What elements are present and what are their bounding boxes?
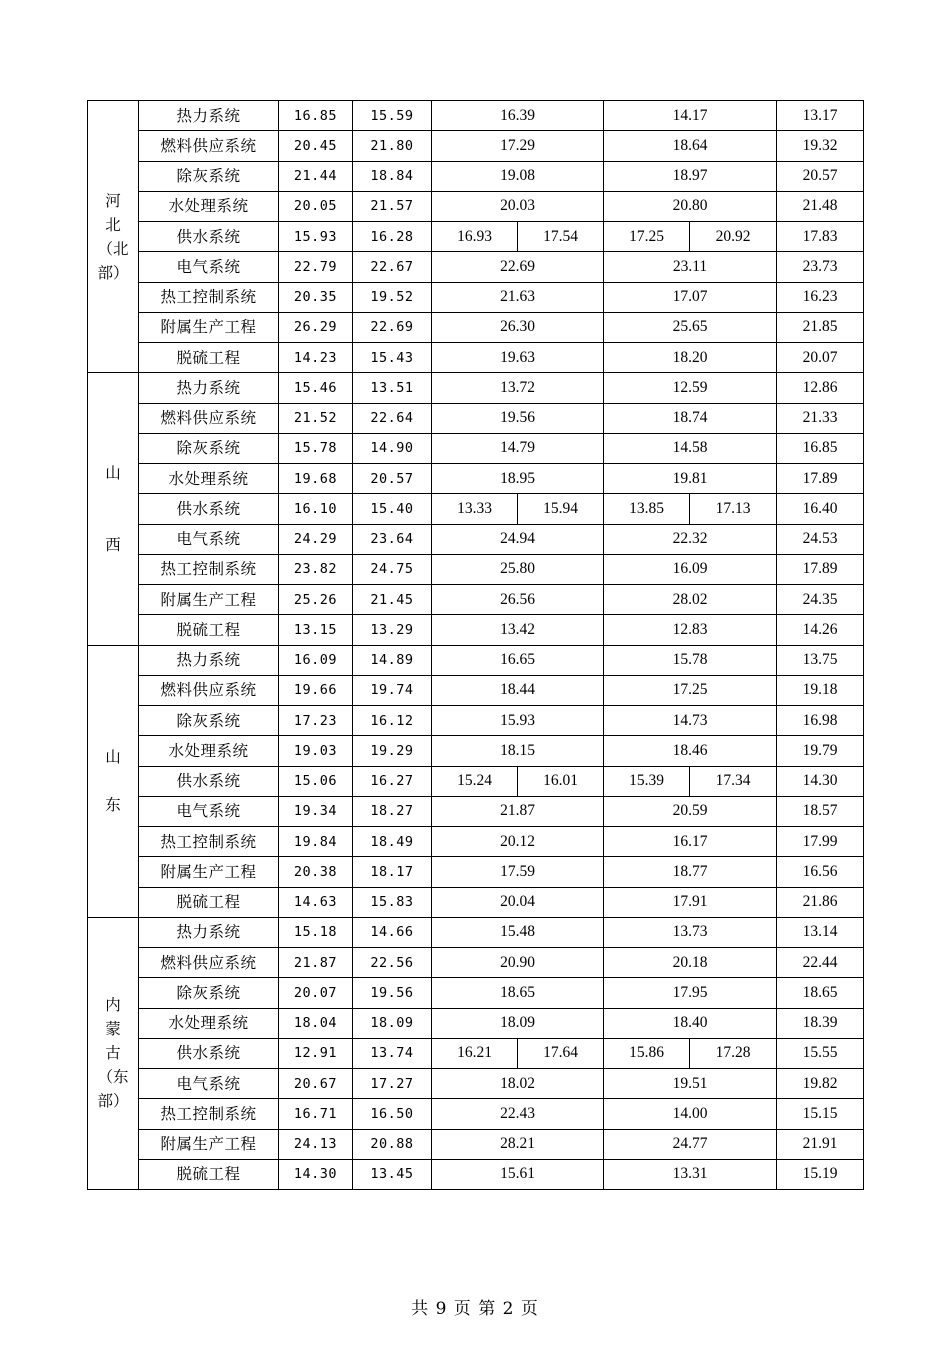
value-cell: 18.09 bbox=[432, 1008, 604, 1038]
value-cell: 18.74 bbox=[604, 403, 777, 433]
value-cell: 18.64 bbox=[604, 131, 777, 161]
table-body bbox=[88, 101, 864, 1190]
value-cell: 15.43 bbox=[353, 343, 432, 373]
value-cell: 26.56 bbox=[432, 585, 604, 615]
value-cell: 18.27 bbox=[353, 796, 432, 826]
value-cell: 19.81 bbox=[604, 464, 777, 494]
value-cell: 15.46 bbox=[279, 373, 353, 403]
value-cell: 18.57 bbox=[777, 796, 864, 826]
value-cell: 16.50 bbox=[353, 1099, 432, 1129]
value-cell: 15.93 bbox=[432, 706, 604, 736]
value-cell: 17.99 bbox=[777, 827, 864, 857]
value-cell: 20.05 bbox=[279, 191, 353, 221]
system-name-cell: 水处理系统 bbox=[139, 1008, 279, 1038]
system-name-cell: 除灰系统 bbox=[139, 433, 279, 463]
table-row bbox=[88, 433, 864, 463]
value-cell: 16.65 bbox=[432, 645, 604, 675]
value-cell: 19.74 bbox=[353, 675, 432, 705]
table-row bbox=[88, 585, 864, 615]
table-row bbox=[88, 403, 864, 433]
system-name-cell: 脱硫工程 bbox=[139, 615, 279, 645]
value-cell: 20.80 bbox=[604, 191, 777, 221]
system-name-cell: 热工控制系统 bbox=[139, 282, 279, 312]
value-cell: 16.09 bbox=[604, 554, 777, 584]
region-cell bbox=[88, 645, 139, 917]
table-row bbox=[88, 645, 864, 675]
value-cell: 20.57 bbox=[777, 161, 864, 191]
value-cell: 24.35 bbox=[777, 585, 864, 615]
value-cell: 20.57 bbox=[353, 464, 432, 494]
system-name-cell: 除灰系统 bbox=[139, 978, 279, 1008]
value-cell: 24.53 bbox=[777, 524, 864, 554]
system-name-cell: 供水系统 bbox=[139, 766, 279, 796]
system-name-cell: 附属生产工程 bbox=[139, 1129, 279, 1159]
split-value-cell: 17.34 bbox=[690, 766, 777, 796]
value-cell: 14.23 bbox=[279, 343, 353, 373]
value-cell: 19.18 bbox=[777, 675, 864, 705]
value-cell: 17.89 bbox=[777, 554, 864, 584]
value-cell: 17.27 bbox=[353, 1069, 432, 1099]
value-cell: 20.12 bbox=[432, 827, 604, 857]
page-footer: 共 9 页 第 2 页 bbox=[411, 1299, 539, 1319]
value-cell: 22.64 bbox=[353, 403, 432, 433]
split-value-cell: 15.24 bbox=[432, 766, 518, 796]
value-cell: 19.68 bbox=[279, 464, 353, 494]
system-name-cell: 热工控制系统 bbox=[139, 827, 279, 857]
system-name-cell: 热工控制系统 bbox=[139, 1099, 279, 1129]
system-name-cell: 电气系统 bbox=[139, 1069, 279, 1099]
value-cell: 21.85 bbox=[777, 312, 864, 342]
value-cell: 16.17 bbox=[604, 827, 777, 857]
value-cell: 16.85 bbox=[279, 101, 353, 131]
value-cell: 19.32 bbox=[777, 131, 864, 161]
table-row bbox=[88, 1008, 864, 1038]
value-cell: 16.27 bbox=[353, 766, 432, 796]
split-value-cell: 16.01 bbox=[518, 766, 604, 796]
value-cell: 20.45 bbox=[279, 131, 353, 161]
table-row bbox=[88, 948, 864, 978]
table-row bbox=[88, 887, 864, 917]
value-cell: 20.03 bbox=[432, 191, 604, 221]
system-name-cell: 燃料供应系统 bbox=[139, 675, 279, 705]
value-cell: 22.32 bbox=[604, 524, 777, 554]
table-row bbox=[88, 524, 864, 554]
value-cell: 19.63 bbox=[432, 343, 604, 373]
value-cell: 20.67 bbox=[279, 1069, 353, 1099]
table-row bbox=[88, 312, 864, 342]
value-cell: 19.03 bbox=[279, 736, 353, 766]
table-row bbox=[88, 1069, 864, 1099]
value-cell: 18.15 bbox=[432, 736, 604, 766]
table-row bbox=[88, 917, 864, 947]
value-cell: 14.30 bbox=[777, 766, 864, 796]
value-cell: 17.83 bbox=[777, 222, 864, 252]
table-row bbox=[88, 494, 864, 524]
value-cell: 18.84 bbox=[353, 161, 432, 191]
value-cell: 19.82 bbox=[777, 1069, 864, 1099]
value-cell: 16.85 bbox=[777, 433, 864, 463]
system-name-cell: 燃料供应系统 bbox=[139, 403, 279, 433]
value-cell: 13.75 bbox=[777, 645, 864, 675]
system-name-cell: 脱硫工程 bbox=[139, 887, 279, 917]
system-name-cell: 除灰系统 bbox=[139, 161, 279, 191]
value-cell: 25.65 bbox=[604, 312, 777, 342]
value-cell: 18.46 bbox=[604, 736, 777, 766]
value-cell: 20.07 bbox=[279, 978, 353, 1008]
value-cell: 21.87 bbox=[279, 948, 353, 978]
region-cell bbox=[88, 373, 139, 645]
split-value-cell: 15.94 bbox=[518, 494, 604, 524]
system-name-cell: 供水系统 bbox=[139, 1038, 279, 1068]
value-cell: 17.91 bbox=[604, 887, 777, 917]
region-label: 山 东 bbox=[105, 748, 121, 815]
system-name-cell: 热力系统 bbox=[139, 373, 279, 403]
value-cell: 13.17 bbox=[777, 101, 864, 131]
value-cell: 24.75 bbox=[353, 554, 432, 584]
value-cell: 13.51 bbox=[353, 373, 432, 403]
value-cell: 19.08 bbox=[432, 161, 604, 191]
value-cell: 28.02 bbox=[604, 585, 777, 615]
value-cell: 26.30 bbox=[432, 312, 604, 342]
value-cell: 24.29 bbox=[279, 524, 353, 554]
system-name-cell: 水处理系统 bbox=[139, 191, 279, 221]
value-cell: 13.31 bbox=[604, 1159, 777, 1189]
table-row bbox=[88, 827, 864, 857]
table-row bbox=[88, 857, 864, 887]
value-cell: 14.26 bbox=[777, 615, 864, 645]
value-cell: 15.48 bbox=[432, 917, 604, 947]
value-cell: 12.59 bbox=[604, 373, 777, 403]
value-cell: 14.90 bbox=[353, 433, 432, 463]
value-cell: 15.83 bbox=[353, 887, 432, 917]
value-cell: 18.44 bbox=[432, 675, 604, 705]
value-cell: 18.77 bbox=[604, 857, 777, 887]
value-cell: 16.23 bbox=[777, 282, 864, 312]
table-row bbox=[88, 978, 864, 1008]
table-row bbox=[88, 282, 864, 312]
table-row bbox=[88, 1159, 864, 1189]
value-cell: 13.14 bbox=[777, 917, 864, 947]
value-cell: 18.20 bbox=[604, 343, 777, 373]
value-cell: 23.73 bbox=[777, 252, 864, 282]
split-value-cell: 17.28 bbox=[690, 1038, 777, 1068]
value-cell: 21.33 bbox=[777, 403, 864, 433]
value-cell: 19.56 bbox=[353, 978, 432, 1008]
value-cell: 17.89 bbox=[777, 464, 864, 494]
value-cell: 19.66 bbox=[279, 675, 353, 705]
value-cell: 14.58 bbox=[604, 433, 777, 463]
value-cell: 15.15 bbox=[777, 1099, 864, 1129]
split-value-cell: 20.92 bbox=[690, 222, 777, 252]
value-cell: 18.17 bbox=[353, 857, 432, 887]
split-value-cell: 17.13 bbox=[690, 494, 777, 524]
system-name-cell: 附属生产工程 bbox=[139, 312, 279, 342]
system-name-cell: 水处理系统 bbox=[139, 736, 279, 766]
value-cell: 23.11 bbox=[604, 252, 777, 282]
value-cell: 24.94 bbox=[432, 524, 604, 554]
value-cell: 15.59 bbox=[353, 101, 432, 131]
value-cell: 15.06 bbox=[279, 766, 353, 796]
value-cell: 20.35 bbox=[279, 282, 353, 312]
split-value-cell: 13.85 bbox=[604, 494, 690, 524]
value-cell: 21.80 bbox=[353, 131, 432, 161]
table-row bbox=[88, 766, 864, 796]
table-row bbox=[88, 464, 864, 494]
value-cell: 16.40 bbox=[777, 494, 864, 524]
split-value-cell: 16.93 bbox=[432, 222, 518, 252]
value-cell: 23.64 bbox=[353, 524, 432, 554]
value-cell: 17.23 bbox=[279, 706, 353, 736]
system-name-cell: 水处理系统 bbox=[139, 464, 279, 494]
value-cell: 14.66 bbox=[353, 917, 432, 947]
value-cell: 13.74 bbox=[353, 1038, 432, 1068]
value-cell: 21.44 bbox=[279, 161, 353, 191]
value-cell: 16.12 bbox=[353, 706, 432, 736]
system-name-cell: 脱硫工程 bbox=[139, 1159, 279, 1189]
value-cell: 15.19 bbox=[777, 1159, 864, 1189]
value-cell: 20.18 bbox=[604, 948, 777, 978]
system-name-cell: 热力系统 bbox=[139, 101, 279, 131]
split-value-cell: 15.86 bbox=[604, 1038, 690, 1068]
value-cell: 20.04 bbox=[432, 887, 604, 917]
table-row bbox=[88, 554, 864, 584]
value-cell: 15.18 bbox=[279, 917, 353, 947]
table-row bbox=[88, 131, 864, 161]
value-cell: 18.04 bbox=[279, 1008, 353, 1038]
value-cell: 15.93 bbox=[279, 222, 353, 252]
value-cell: 25.80 bbox=[432, 554, 604, 584]
split-value-cell: 17.25 bbox=[604, 222, 690, 252]
value-cell: 16.39 bbox=[432, 101, 604, 131]
value-cell: 14.17 bbox=[604, 101, 777, 131]
value-cell: 21.52 bbox=[279, 403, 353, 433]
split-value-cell: 16.21 bbox=[432, 1038, 518, 1068]
value-cell: 19.52 bbox=[353, 282, 432, 312]
system-name-cell: 燃料供应系统 bbox=[139, 948, 279, 978]
table-row bbox=[88, 1099, 864, 1129]
value-cell: 22.69 bbox=[353, 312, 432, 342]
system-name-cell: 附属生产工程 bbox=[139, 585, 279, 615]
region-label: 山 西 bbox=[105, 463, 121, 554]
value-cell: 13.73 bbox=[604, 917, 777, 947]
value-cell: 18.39 bbox=[777, 1008, 864, 1038]
value-cell: 17.25 bbox=[604, 675, 777, 705]
value-cell: 18.97 bbox=[604, 161, 777, 191]
value-cell: 21.63 bbox=[432, 282, 604, 312]
value-cell: 19.79 bbox=[777, 736, 864, 766]
table-row bbox=[88, 736, 864, 766]
value-cell: 18.40 bbox=[604, 1008, 777, 1038]
system-name-cell: 供水系统 bbox=[139, 494, 279, 524]
table-row bbox=[88, 796, 864, 826]
value-cell: 24.77 bbox=[604, 1129, 777, 1159]
value-cell: 21.91 bbox=[777, 1129, 864, 1159]
value-cell: 25.26 bbox=[279, 585, 353, 615]
value-cell: 15.78 bbox=[279, 433, 353, 463]
value-cell: 22.44 bbox=[777, 948, 864, 978]
value-cell: 21.48 bbox=[777, 191, 864, 221]
value-cell: 24.13 bbox=[279, 1129, 353, 1159]
value-cell: 22.67 bbox=[353, 252, 432, 282]
value-cell: 21.86 bbox=[777, 887, 864, 917]
cost-table bbox=[87, 100, 864, 1190]
system-name-cell: 脱硫工程 bbox=[139, 343, 279, 373]
split-value-cell: 13.33 bbox=[432, 494, 518, 524]
value-cell: 12.91 bbox=[279, 1038, 353, 1068]
value-cell: 18.02 bbox=[432, 1069, 604, 1099]
system-name-cell: 燃料供应系统 bbox=[139, 131, 279, 161]
value-cell: 17.59 bbox=[432, 857, 604, 887]
table-row bbox=[88, 373, 864, 403]
value-cell: 16.10 bbox=[279, 494, 353, 524]
value-cell: 23.82 bbox=[279, 554, 353, 584]
system-name-cell: 热力系统 bbox=[139, 917, 279, 947]
value-cell: 21.87 bbox=[432, 796, 604, 826]
value-cell: 14.79 bbox=[432, 433, 604, 463]
system-name-cell: 附属生产工程 bbox=[139, 857, 279, 887]
table-row bbox=[88, 706, 864, 736]
value-cell: 18.09 bbox=[353, 1008, 432, 1038]
table-row bbox=[88, 222, 864, 252]
system-name-cell: 电气系统 bbox=[139, 252, 279, 282]
value-cell: 20.38 bbox=[279, 857, 353, 887]
value-cell: 22.43 bbox=[432, 1099, 604, 1129]
value-cell: 21.57 bbox=[353, 191, 432, 221]
value-cell: 20.90 bbox=[432, 948, 604, 978]
value-cell: 17.29 bbox=[432, 131, 604, 161]
value-cell: 13.42 bbox=[432, 615, 604, 645]
value-cell: 22.69 bbox=[432, 252, 604, 282]
value-cell: 14.89 bbox=[353, 645, 432, 675]
value-cell: 19.56 bbox=[432, 403, 604, 433]
value-cell: 28.21 bbox=[432, 1129, 604, 1159]
value-cell: 13.15 bbox=[279, 615, 353, 645]
value-cell: 15.61 bbox=[432, 1159, 604, 1189]
value-cell: 16.98 bbox=[777, 706, 864, 736]
value-cell: 19.34 bbox=[279, 796, 353, 826]
table-row bbox=[88, 343, 864, 373]
value-cell: 14.73 bbox=[604, 706, 777, 736]
value-cell: 18.95 bbox=[432, 464, 604, 494]
value-cell: 16.28 bbox=[353, 222, 432, 252]
value-cell: 14.00 bbox=[604, 1099, 777, 1129]
table-row bbox=[88, 675, 864, 705]
value-cell: 20.59 bbox=[604, 796, 777, 826]
value-cell: 14.30 bbox=[279, 1159, 353, 1189]
region-label: 河 北 （北 部） bbox=[97, 191, 129, 282]
value-cell: 16.56 bbox=[777, 857, 864, 887]
split-value-cell: 17.54 bbox=[518, 222, 604, 252]
value-cell: 17.95 bbox=[604, 978, 777, 1008]
system-name-cell: 电气系统 bbox=[139, 524, 279, 554]
split-value-cell: 15.39 bbox=[604, 766, 690, 796]
value-cell: 20.88 bbox=[353, 1129, 432, 1159]
table-row bbox=[88, 101, 864, 131]
table-row bbox=[88, 1038, 864, 1068]
table-row bbox=[88, 161, 864, 191]
table-row bbox=[88, 252, 864, 282]
value-cell: 16.71 bbox=[279, 1099, 353, 1129]
system-name-cell: 供水系统 bbox=[139, 222, 279, 252]
value-cell: 13.29 bbox=[353, 615, 432, 645]
table-row bbox=[88, 1129, 864, 1159]
value-cell: 22.56 bbox=[353, 948, 432, 978]
table-row bbox=[88, 191, 864, 221]
value-cell: 20.07 bbox=[777, 343, 864, 373]
system-name-cell: 热力系统 bbox=[139, 645, 279, 675]
value-cell: 19.84 bbox=[279, 827, 353, 857]
value-cell: 19.29 bbox=[353, 736, 432, 766]
system-name-cell: 除灰系统 bbox=[139, 706, 279, 736]
value-cell: 17.07 bbox=[604, 282, 777, 312]
value-cell: 26.29 bbox=[279, 312, 353, 342]
value-cell: 13.72 bbox=[432, 373, 604, 403]
value-cell: 18.65 bbox=[432, 978, 604, 1008]
value-cell: 21.45 bbox=[353, 585, 432, 615]
value-cell: 12.86 bbox=[777, 373, 864, 403]
value-cell: 13.45 bbox=[353, 1159, 432, 1189]
value-cell: 18.65 bbox=[777, 978, 864, 1008]
value-cell: 14.63 bbox=[279, 887, 353, 917]
value-cell: 18.49 bbox=[353, 827, 432, 857]
split-value-cell: 17.64 bbox=[518, 1038, 604, 1068]
value-cell: 15.40 bbox=[353, 494, 432, 524]
system-name-cell: 热工控制系统 bbox=[139, 554, 279, 584]
value-cell: 12.83 bbox=[604, 615, 777, 645]
region-label: 内 蒙 古 （东 部） bbox=[97, 996, 129, 1111]
value-cell: 15.55 bbox=[777, 1038, 864, 1068]
value-cell: 16.09 bbox=[279, 645, 353, 675]
table-row bbox=[88, 615, 864, 645]
value-cell: 19.51 bbox=[604, 1069, 777, 1099]
system-name-cell: 电气系统 bbox=[139, 796, 279, 826]
value-cell: 15.78 bbox=[604, 645, 777, 675]
region-cell bbox=[88, 917, 139, 1189]
value-cell: 22.79 bbox=[279, 252, 353, 282]
region-cell bbox=[88, 101, 139, 373]
